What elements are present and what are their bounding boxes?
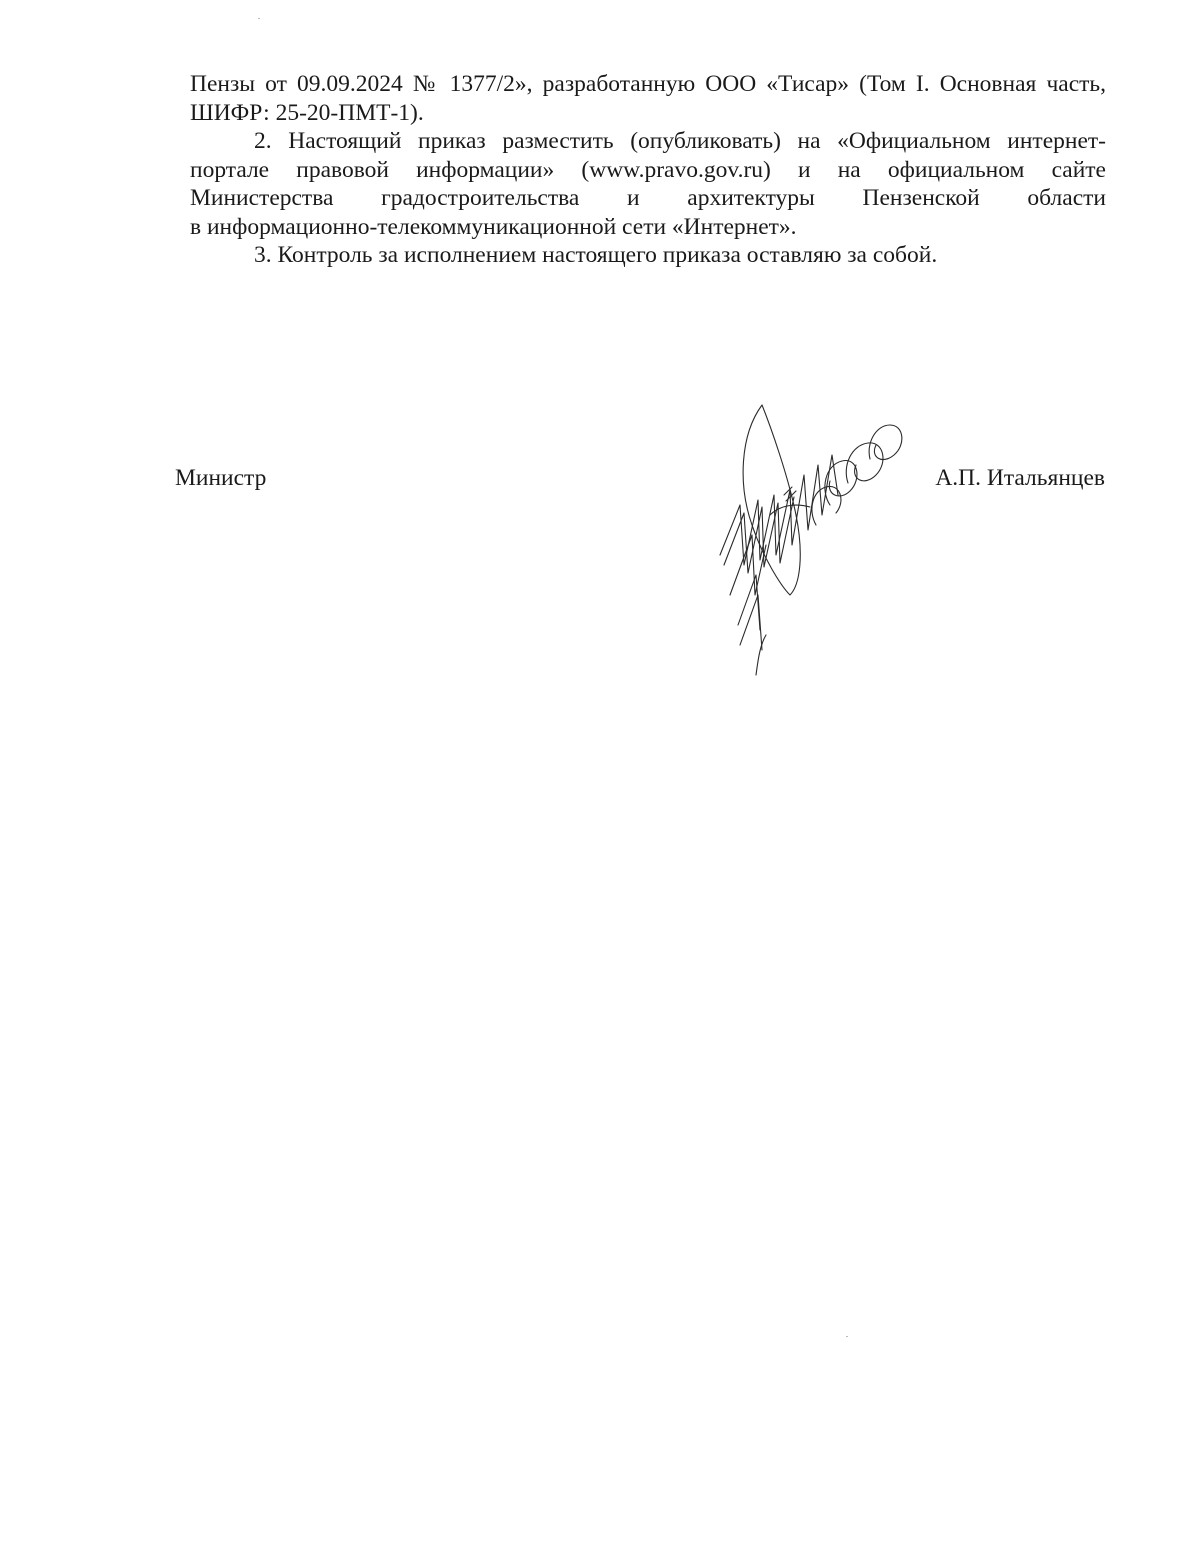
scan-speck [846,1336,848,1337]
paragraph-2-line-1: 2. Настоящий приказ разместить (опубликовать) на «Официальном интернет- [254,128,1106,154]
paragraph-2-line-3: Министерства градостроительства и архитектуры Пензенской области [190,185,1106,211]
scan-speck [258,18,260,19]
handwritten-signature [700,395,910,695]
signatory-name: А.П. Итальянцев [935,465,1105,491]
paragraph-2-line-2: портале правовой информации» (www.pravo.gov.ru) и на официальном сайте [190,156,1106,183]
paragraph-1: Пензы от 09.09.2024 № 1377/2», разработанную ООО «Тисар» (Том I. Основная часть, ШИФР: 25-20-ПМТ-1). [190,71,1106,126]
signatory-position: Министр [175,465,267,491]
document-body [190,70,1106,270]
signature-block [175,465,1105,505]
paragraph-3: 3. Контроль за исполнением настоящего приказа оставляю за собой. [254,242,938,268]
paragraph-2-line-4: в информационно-телекоммуникационной сети «Интернет». [190,213,797,240]
